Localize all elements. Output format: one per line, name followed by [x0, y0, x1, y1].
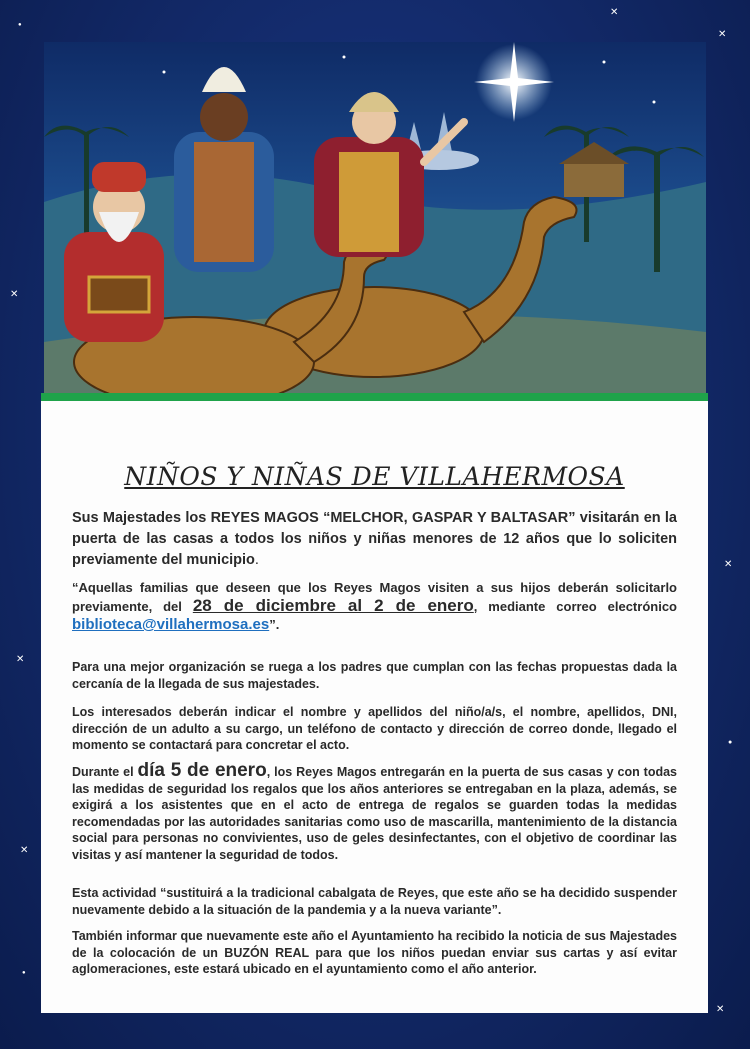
request-dates: 28 de diciembre al 2 de enero — [192, 596, 474, 615]
page-title: NIÑOS Y NIÑAS DE VILLAHERMOSA — [124, 462, 625, 491]
star-decoration: ✕ — [724, 559, 733, 570]
bethlehem-star — [474, 42, 554, 122]
mailbox-paragraph: También informar que nuevamente este año el Ayuntamiento ha recibido la noticia de sus Majestades de la colocación de un BUZÓN REAL para que los niños puedan enviar sus cartas y así evitar aglomeraciones, este estará ubicado en el ayuntamiento como el año anterior. — [72, 929, 677, 976]
delivery-date: día 5 de enero — [137, 760, 267, 781]
request-text-before: “Aquellas familias que deseen que los Reyes Magos visiten a sus hijos deberán solicitarlo previamente, del — [72, 580, 677, 614]
star-decoration: ✕ — [10, 289, 19, 300]
email-link[interactable]: biblioteca@villahermosa.es — [72, 616, 270, 633]
stable — [564, 162, 624, 197]
three-kings-illustration — [44, 42, 706, 394]
delivery-text-before: Durante el — [72, 765, 138, 779]
star-decoration: ✕ — [610, 7, 619, 18]
organization-paragraph: Para una mejor organización se ruega a los padres que cumplan con las fechas propuestas dada la cercanía de la llegada de sus majestades. — [72, 660, 677, 691]
intro-period: . — [254, 552, 259, 568]
request-paragraph — [72, 579, 677, 634]
announcement-card — [41, 393, 708, 1013]
delivery-paragraph — [72, 760, 677, 863]
star-decoration: ✕ — [16, 654, 25, 665]
substitute-paragraph: Esta actividad “sustituirá a la tradicional cabalgata de Reyes, que este año se ha decidido suspender nuevamente debido a la situación de la pandemia y a la nueva variante”. — [72, 886, 677, 917]
star-decoration: ● — [18, 22, 22, 28]
requirements-paragraph: Los interesados deberán indicar el nombre y apellidos del niño/a/s, el nombre, apellidos, DNI, dirección de un adulto a su cargo, un teléfono de contacto y dirección de correo donde, llegado el momento se contactará para concretar el acto. — [72, 705, 677, 752]
intro-text: Sus Majestades los REYES MAGOS “MELCHOR, GASPAR Y BALTASAR” visitarán en la puerta de las casas a todos los niños y niñas menores de 12 años que lo soliciten previamente del municipio — [72, 510, 677, 568]
star-decoration: ✕ — [716, 1004, 725, 1015]
king-baltasar — [174, 67, 274, 272]
illustration-drawing — [44, 42, 706, 394]
star-decoration: ● — [728, 739, 733, 746]
star-decoration: ✕ — [20, 845, 29, 856]
star-decoration: ● — [22, 970, 26, 976]
request-text-middle: , mediante correo electrónico — [473, 599, 677, 614]
request-text-after: ”. — [269, 617, 280, 632]
intro-paragraph — [72, 508, 677, 571]
star-decoration: ✕ — [718, 29, 727, 40]
delivery-text-after: , los Reyes Magos entregarán en la puerta de sus casas y con todas las medidas de seguridad los regalos que los años anteriores se entregaban en la plaza, además, se exigirá a los asistentes que en el acto de entrega de regalos se guarden todas la medidas recomendadas por las autoridades sanitarias como uso de mascarilla, mantenimiento de la distancia social para personas no convivientes, uso de geles desinfectantes, con el objetivo de coordinar las visitas y así mantener la seguridad de todos. — [72, 765, 677, 862]
